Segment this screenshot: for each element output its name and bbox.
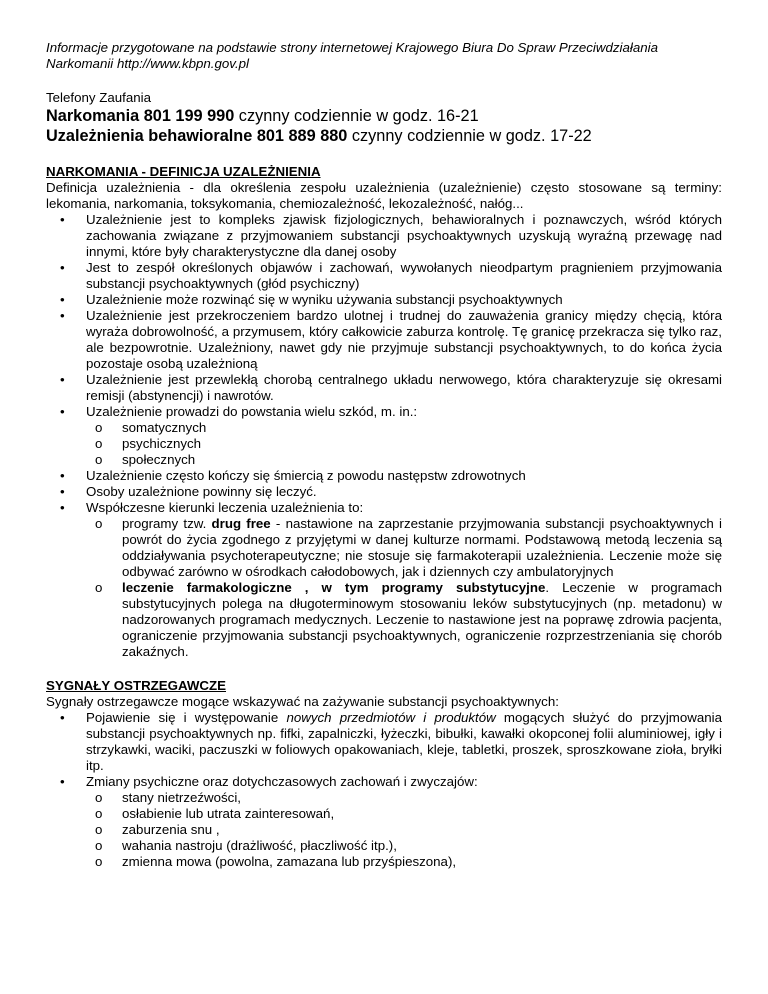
list-item-text: Współczesne kierunki leczenia uzależnienia to: xyxy=(86,500,364,515)
helpline-drugs-hours: czynny codziennie w godz. 16-21 xyxy=(234,107,479,125)
list-item xyxy=(86,500,722,660)
behavior-sublist xyxy=(86,790,722,870)
source-note-line-2: Narkomanii http://www.kbpn.gov.pl xyxy=(46,56,249,71)
sublist-item: o psychicznych xyxy=(122,436,722,452)
list-item-text: Uzależnienie prowadzi do powstania wielu szkód, m. in.: xyxy=(86,404,418,419)
sublist-item: o zaburzenia snu , xyxy=(122,822,722,838)
warning-intro: Sygnały ostrzegawcze mogące wskazywać na zażywanie substancji psychoaktywnych: xyxy=(46,694,559,709)
list-item: • Uzależnienie może rozwinąć się w wyniku używania substancji psychoaktywnych xyxy=(86,292,722,308)
sublist-item: o stany nietrzeźwości, xyxy=(122,790,722,806)
list-item: • Osoby uzależnione powinny się leczyć. xyxy=(86,484,722,500)
sublist-item: o zmienna mowa (powolna, zamazana lub przyśpieszona), xyxy=(122,854,722,870)
warning-list xyxy=(46,710,722,870)
source-note-line-1: Informacje przygotowane na podstawie strony internetowej Krajowego Biura Do Spraw Przeciwdziałania xyxy=(46,40,658,55)
helpline-behavioral-hours: czynny codziennie w godz. 17-22 xyxy=(347,127,592,145)
list-item: • Uzależnienie jest to kompleks zjawisk fizjologicznych, behawioralnych i poznawczych, wśród których zachowania związane z przyjmowaniem substancji psychoaktywnych uzyskują wyraźną przewagę nad innymi, które były charakterystyczne dla danej osoby xyxy=(86,212,722,260)
helpline-title: Telefony Zaufania xyxy=(46,90,151,105)
helpline-drugs xyxy=(46,106,722,126)
warning-1-text-a: Pojawienie się i występowanie xyxy=(86,710,287,725)
helpline-block xyxy=(46,90,722,146)
section-warning-signs xyxy=(46,678,722,870)
helpline-behavioral xyxy=(46,126,722,146)
section-definition xyxy=(46,164,722,660)
sublist-item: o somatycznych xyxy=(122,420,722,436)
helpline-behavioral-number: Uzależnienia behawioralne 801 889 880 xyxy=(46,127,348,145)
harm-sublist xyxy=(86,420,722,468)
sublist-item xyxy=(122,580,722,660)
sublist-item: o osłabienie lub utrata zainteresowań, xyxy=(122,806,722,822)
section-definition-title: NARKOMANIA - DEFINICJA UZALEŻNIENIA xyxy=(46,164,321,179)
treatment-1-bold: drug free xyxy=(211,516,271,531)
treatment-sublist xyxy=(86,516,722,660)
source-note xyxy=(46,40,722,72)
warning-1-italic: nowych przedmiotów i produktów xyxy=(286,710,496,725)
treatment-2-bold: leczenie farmakologiczne , w tym programy substytucyjne xyxy=(122,580,546,595)
sublist-item xyxy=(122,516,722,580)
helpline-drugs-number: Narkomania 801 199 990 xyxy=(46,107,235,125)
list-item: • Uzależnienie jest przewlekłą chorobą centralnego układu nerwowego, która charakteryzuje się okresami remisji (abstynencji) i nawrotów. xyxy=(86,372,722,404)
list-item xyxy=(86,710,722,774)
list-item: • Uzależnienie jest przekroczeniem bardzo ulotnej i trudnej do zauważenia granicy między chęcią, która wyraża dobrowolność, a przymusem, który całkowicie zaburza kontrolę. Tę granicę przekracza się tylko raz, ale bezpowrotnie. Uzależniony, nawet gdy nie przyjmuje substancji psychoaktywnych, to do końca życia pozostaje osobą uzależnioną xyxy=(86,308,722,372)
sublist-item: o wahania nastroju (drażliwość, płaczliwość itp.), xyxy=(122,838,722,854)
definition-list xyxy=(46,212,722,660)
list-item xyxy=(86,404,722,468)
warning-1-text-b: mogących służyć do przyjmowania substancji psychoaktywnych np. fifki, zapalniczki, łyżeczki, bibułki, kawałki okopconej folii aluminiowej, igły i strzykawki, waciki, paczuszki w foliowych opakowaniach, kleje, tabletki, proszek, sproszkowane zioła, bryłki itp. xyxy=(86,710,722,773)
list-item: • Jest to zespół określonych objawów i zachowań, wywołanych nieodpartym pragnieniem przyjmowania substancji psychoaktywnych (głód psychiczny) xyxy=(86,260,722,292)
treatment-2-text: . Leczenie w programach substytucyjnych polega na długoterminowym stosowaniu leków substytucyjnych (np. metadonu) w nadzorowanych programach medycznych. Leczenie to nastawione jest na poprawę zdrowia pacjenta, ograniczenie przyjmowania substancji psychoaktywnych, ograniczenie rozprzestrzeniania się chorób zakaźnych. xyxy=(122,580,722,659)
treatment-1-text-b: - nastawione na zaprzestanie przyjmowania substancji psychoaktywnych i powrót do życia zgodnego z przyjętymi w danej kulturze normami. Podstawową metodą leczenia są oddziaływania psychoterapeutyczne; nie stosuje się farmakoterapii uzależnienia. Leczenie może się odbywać zarówno w ośrodkach całodobowych, jak i dziennych czy ambulatoryjnych xyxy=(122,516,722,579)
list-item xyxy=(86,774,722,870)
section-warning-title: SYGNAŁY OSTRZEGAWCZE xyxy=(46,678,227,693)
list-item: • Uzależnienie często kończy się śmiercią z powodu następstw zdrowotnych xyxy=(86,468,722,484)
list-item-text: Zmiany psychiczne oraz dotychczasowych zachowań i zwyczajów: xyxy=(86,774,478,789)
sublist-item: o społecznych xyxy=(122,452,722,468)
treatment-1-text-a: programy tzw. xyxy=(122,516,212,531)
definition-intro: Definicja uzależnienia - dla określenia zespołu uzależnienia (uzależnienie) często stosowane są terminy: lekomania, narkomania, toksykomania, chemiozależność, lekozależność, nałóg... xyxy=(46,180,722,211)
